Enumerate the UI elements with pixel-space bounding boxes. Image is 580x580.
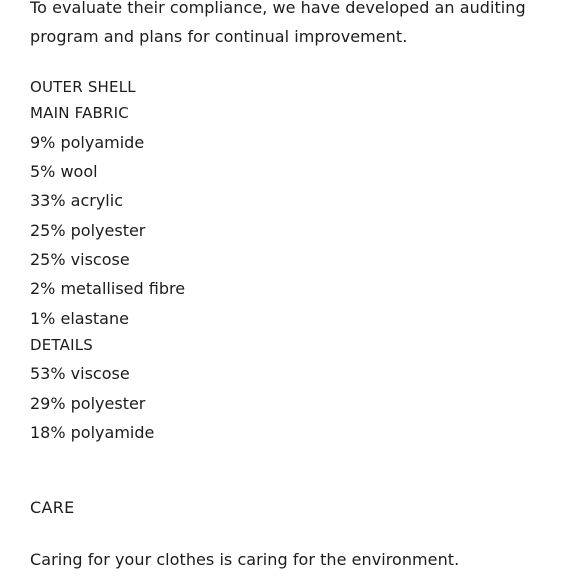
main-fabric-item: 25% viscose	[30, 250, 130, 269]
main-fabric-item: 2% metallised fibre	[30, 279, 186, 298]
main-fabric-item: 33% acrylic	[30, 191, 123, 210]
details-heading: DETAILS	[30, 336, 93, 354]
intro-text-line-2: program and plans for continual improvement.	[30, 27, 408, 46]
outer-shell-heading: OUTER SHELL	[30, 78, 136, 96]
main-fabric-item: 5% wool	[30, 162, 98, 181]
details-item: 53% viscose	[30, 364, 130, 383]
main-fabric-item: 9% polyamide	[30, 133, 145, 152]
intro-text-line-1: To evaluate their compliance, we have developed an auditing	[30, 0, 526, 17]
details-item: 18% polyamide	[30, 423, 155, 442]
details-item: 29% polyester	[30, 394, 146, 413]
main-fabric-item: 25% polyester	[30, 221, 146, 240]
care-heading: CARE	[30, 498, 75, 517]
main-fabric-item: 1% elastane	[30, 309, 129, 328]
main-fabric-heading: MAIN FABRIC	[30, 104, 129, 122]
care-text: Caring for your clothes is caring for the environment.	[30, 550, 460, 569]
